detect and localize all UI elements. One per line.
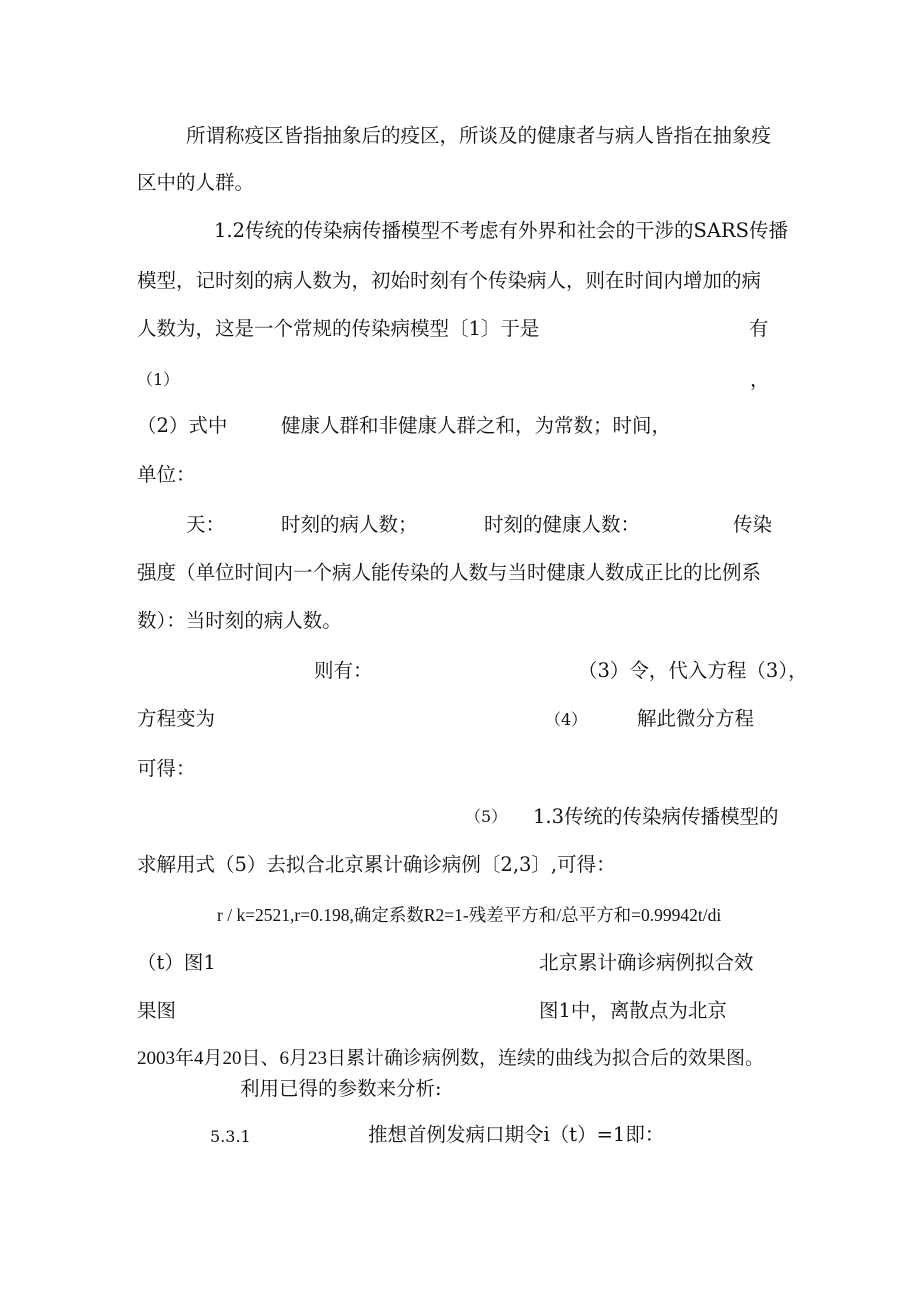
equation-number: （4）: [545, 710, 588, 729]
text-line: 天：: [186, 513, 226, 536]
text-line: 所谓称疫区皆指抽象后的疫区，所谈及的健康者与病人皆指在抽象疫: [186, 124, 772, 147]
text-line: 求解用式（5）去拟合北京累计确诊病例〔2,3〕,可得：: [137, 853, 616, 876]
text-line: （2）式中: [137, 414, 228, 437]
text-line: 强度（单位时间内一个病人能传染的人数与当时健康人数成正比的比例系: [137, 561, 762, 584]
text-line: 图1中，离散点为北京: [539, 999, 727, 1022]
text-line: 则有：: [314, 659, 373, 682]
equation-number: （5）: [465, 807, 508, 826]
text-line: 2003年4月20日、6月23日累计确诊病例数，连续的曲线为拟合后的效果图。: [137, 1048, 765, 1069]
section-number: 5.3.1: [210, 1127, 251, 1146]
text-line: ，: [750, 368, 770, 391]
text-line: 人数为，这是一个常规的传染病模型〔1〕于是: [137, 317, 540, 340]
text-line: 推想首例发病口期令i（t）=1即：: [368, 1123, 665, 1146]
equation-number: （1）: [137, 370, 180, 389]
text-line: 时刻的病人数；: [281, 513, 418, 536]
text-line: （t）图1: [137, 951, 216, 974]
text-line: r / k=2521,r=0.198,确定系数R2=1-残差平方和/总平方和=0.99942t/di: [217, 905, 722, 925]
text-line: 传染: [733, 513, 773, 536]
text-line: 区中的人群。: [137, 171, 255, 194]
text-line: 1.2传统的传染病传播模型不考虑有外界和社会的干涉的SARS传播: [214, 219, 788, 242]
text-line: 时刻的健康人数：: [484, 513, 641, 536]
text-line: 数）：当时刻的病人数。: [137, 609, 342, 632]
text-line: （3）令，代入方程（3），: [578, 659, 808, 682]
text-line: 单位：: [137, 463, 196, 486]
text-line: 可得：: [137, 757, 196, 780]
text-line: 健康人群和非健康人群之和，为常数；时间，: [281, 414, 672, 437]
text-line: 北京累计确诊病例拟合效: [539, 951, 754, 974]
text-line: 果图: [137, 999, 177, 1022]
text-line: 模型，记时刻的病人数为，初始时刻有个传染病人，则在时间内增加的病: [137, 269, 762, 292]
text-line: 利用已得的参数来分析:: [240, 1077, 442, 1100]
text-line: 解此微分方程: [637, 707, 755, 730]
text-line: 有: [749, 317, 769, 340]
text-line: 方程变为: [137, 707, 216, 730]
text-line: 1.3传统的传染病传播模型的: [533, 805, 779, 828]
